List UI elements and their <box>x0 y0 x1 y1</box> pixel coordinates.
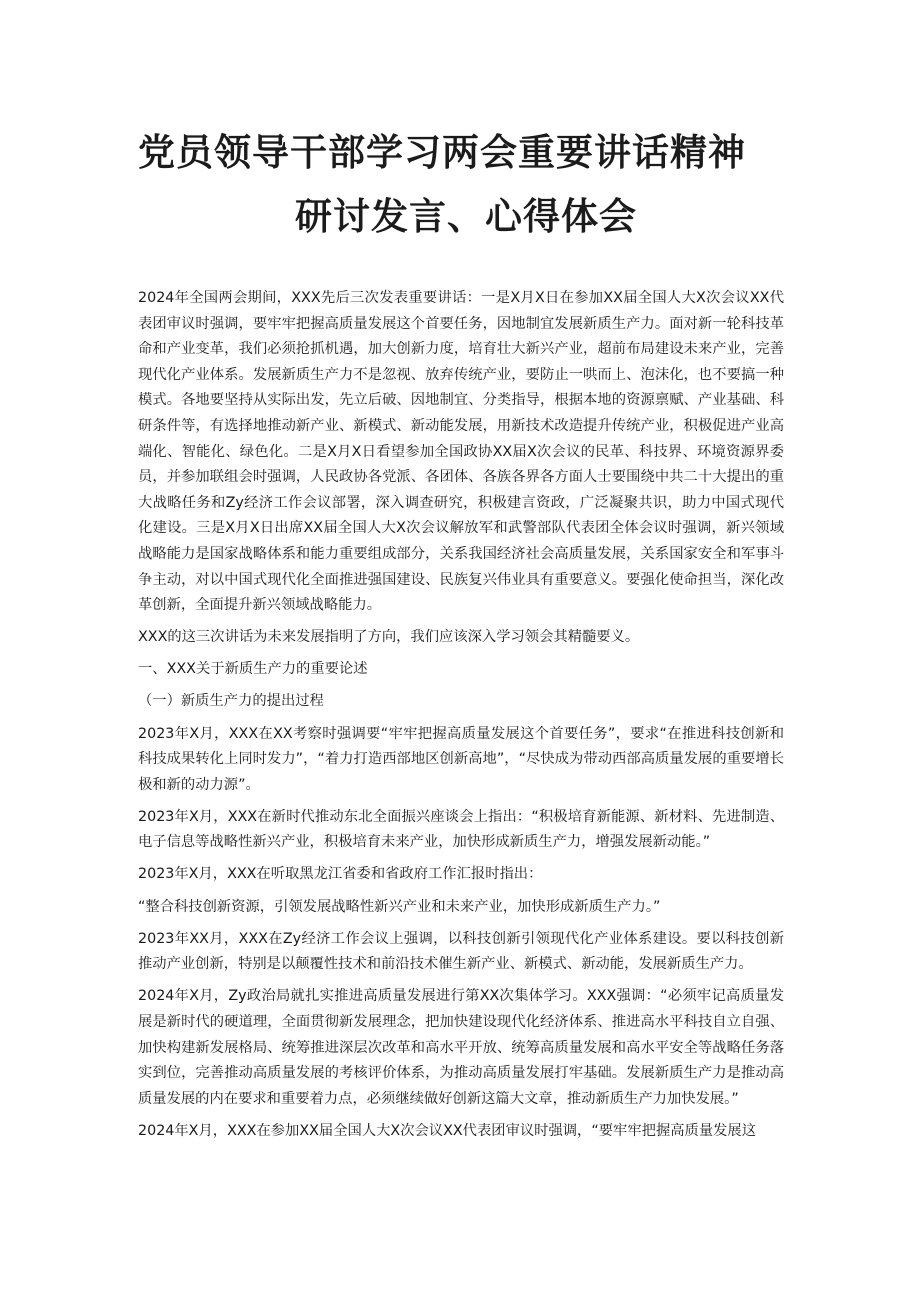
paragraph-intro: 2024年全国两会期间，XXX先后三次发表重要讲话：一是X月X日在参加XX届全国人大X次会议XX代表团审议时强调，要牢牢把握高质量发展这个首要任务，因地制宜发展新质生产力。面对新一轮科技革命和产业变革，我们必须抢抓机遇，加大创新力度，培育壮大新兴产业，超前布局建设未来产业，完善现代化产业体系。发展新质生产力不是忽视、放弃传统产业，要防止一哄而上、泡沫化，也不要搞一种模式。各地要坚持从实际出发，先立后破、因地制宜、分类指导，根据本地的资源禀赋、产业基础、科研条件等，有选择地推动新产业、新模式、新动能发展，用新技术改造提升传统产业，积极促进产业高端化、智能化、绿色化。二是X月X日看望参加全国政协XX届X次会议的民革、科技界、环境资源界委员，并参加联组会时强调，人民政协各党派、各团体、各族各界各方面人士要围绕中共二十大提出的重大战略任务和Zy经济工作会议部署，深入调查研究，积极建言资政，广泛凝聚共识，助力中国式现代化建设。三是X月X日出席XX届全国人大X次会议解放军和武警部队代表团全体会议时强调，新兴领域战略能力是国家战略体系和能力重要组成部分，关系我国经济社会高质量发展，关系国家安全和军事斗争主动，对以中国式现代化全面推进强国建设、民族复兴伟业具有重要意义。要强化使命担当，深化改革创新，全面提升新兴领域战略能力。 <box>138 290 784 614</box>
paragraph: 2023年X月，XXX在新时代推动东北全面振兴座谈会上指出：“积极培育新能源、新材料、先进制造、电子信息等战略性新兴产业，积极培育未来产业，加快形成新质生产力，增强发展新动能。” <box>138 808 784 851</box>
document-title-line-2: 研讨发言、心得体会 <box>295 194 637 238</box>
paragraph: 2023年X月，XXX在听取黑龙江省委和省政府工作汇报时指出： <box>138 866 543 883</box>
paragraph-summary: XXX的这三次讲话为未来发展指明了方向，我们应该深入学习领会其精髓要义。 <box>138 629 640 646</box>
paragraph-quote: “整合科技创新资源，引领发展战略性新兴产业和未来产业，加快形成新质生产力。” <box>138 898 661 915</box>
document-title-line-1: 党员领导干部学习两会重要讲话精神 <box>138 130 746 174</box>
subsection-heading: （一）新质生产力的提出过程 <box>138 693 324 710</box>
document-body <box>138 286 784 1151</box>
paragraph-cut-off: 2024年X月，XXX在参加XX届全国人大X次会议XX代表团审议时强调，“要牢牢把握高质量发展这 <box>138 1122 757 1139</box>
paragraph: 2024年X月，Zy政治局就扎实推进高质量发展进行第XX次集体学习。XXX强调：“必须牢记高质量发展是新时代的硬道理，全面贯彻新发展理念，把加快建设现代化经济体系、推进高水平科技自立自强、加快构建新发展格局、统筹推进深层次改革和高水平开放、统筹高质量发展和高水平安全等战略任务落实到位，完善推动高质量发展的考核评价体系，为推动高质量发展打牢基础。发展新质生产力是推动高质量发展的内在要求和重要着力点，必须继续做好创新这篇大文章，推动新质生产力加快发展。” <box>138 988 784 1107</box>
paragraph: 2023年X月，XXX在XX考察时强调要“牢牢把握高质量发展这个首要任务”，要求“在推进科技创新和科技成果转化上同时发力”，“着力打造西部地区创新高地”，“尽快成为带动西部高质量发展的重要增长极和新的动力源”。 <box>138 725 784 793</box>
section-heading: 一、XXX关于新质生产力的重要论述 <box>138 661 368 678</box>
paragraph: 2023年XX月，XXX在Zy经济工作会议上强调，以科技创新引领现代化产业体系建设。要以科技创新推动产业创新，特别是以颠覆性技术和前沿技术催生新产业、新模式、新动能，发展新质生产力。 <box>138 930 784 973</box>
